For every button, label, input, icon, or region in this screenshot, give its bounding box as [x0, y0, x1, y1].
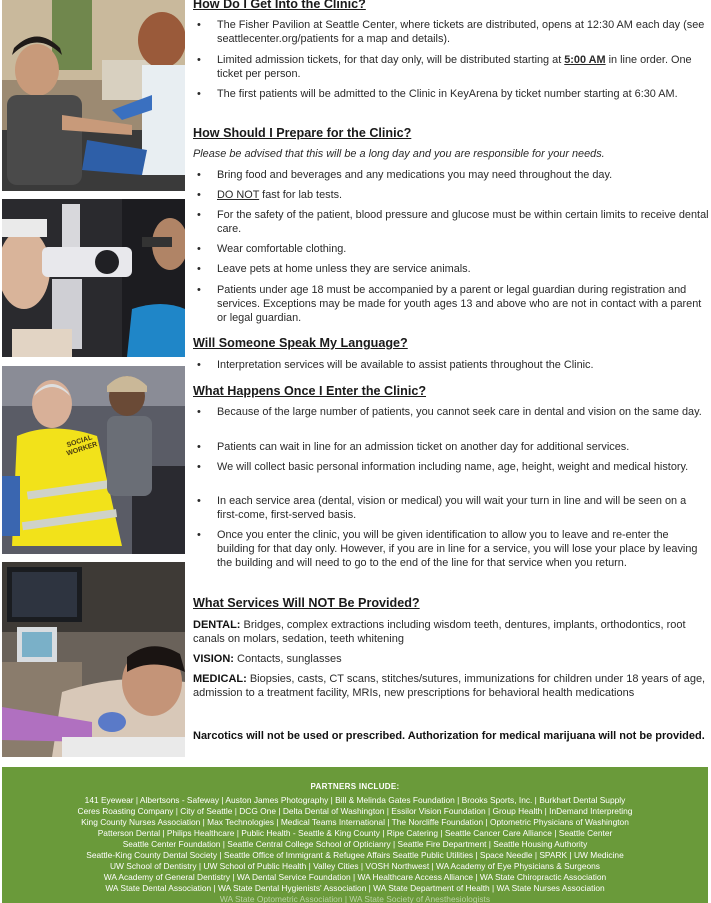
- photo-eye-exam: [2, 199, 185, 357]
- bullet-dot: •: [197, 189, 201, 201]
- bullet-dot: •: [197, 495, 201, 507]
- section-title-prepare: How Should I Prepare for the Clinic?: [193, 126, 412, 140]
- partners-line: WA State Dental Association | WA State Dental Hygienists' Association | WA State Department of Health | WA State Nurses Association: [105, 883, 605, 893]
- partners-line: King County Nurses Association | Max Technologies | Medical Teams International | The Norcliffe Foundation | Optometric Physicians of Washington: [81, 817, 629, 827]
- bullet-dot: •: [197, 284, 201, 296]
- partners-footer: [2, 767, 708, 903]
- bullet-personal-info: • We will collect basic personal information including name, age, height, weight and medical history.: [197, 461, 689, 473]
- bullet-dot: •: [197, 461, 201, 473]
- bullet-dot: •: [197, 359, 201, 371]
- service-medical: MEDICAL: Biopsies, casts, CT scans, stitches/sutures, immunizations for children under 18 years of age, admission to a treatment facility, MRIs, new prescriptions for behavioral health medications: [193, 673, 706, 699]
- bullet-tickets: • Limited admission tickets, for that day only, will be distributed starting at 5:00 AM in line order. One ticket per person.: [197, 54, 692, 80]
- ticket-time: 5:00 AM: [564, 54, 606, 66]
- partners-line: 141 Eyewear | Albertsons - Safeway | Auston James Photography | Bill & Melinda Gates Foundation | Brooks Sports, Inc. | Burkhart Dental Supply: [84, 795, 626, 805]
- partners-line-cut: WA State Optometric Association | WA State Society of Anesthesiologists: [219, 894, 491, 903]
- section-title-not-provided: What Services Will NOT Be Provided?: [193, 596, 420, 610]
- section-title-language: Will Someone Speak My Language?: [193, 336, 408, 350]
- bullet-dot: •: [197, 263, 201, 275]
- partners-line: Patterson Dental | Philips Healthcare | Public Health - Seattle & King County | Ripe Catering | Seattle Cancer Care Alliance | Seattle Center: [97, 828, 613, 838]
- bullet-pets: • Leave pets at home unless they are service animals.: [197, 263, 471, 275]
- bullet-clothing: • Wear comfortable clothing.: [197, 243, 347, 255]
- bullet-pavilion: • The Fisher Pavilion at Seattle Center, where tickets are distributed, opens at 12:30 AM each day (see seattlecenter.org/patients for a map and details).: [197, 19, 705, 45]
- prepare-note: Please be advised that this will be a long day and you are responsible for your needs.: [193, 148, 605, 160]
- bullet-fast: • DO NOT fast for lab tests.: [197, 189, 343, 201]
- bullet-under-18: • Patients under age 18 must be accompanied by a parent or legal guardian during registration and services. Exceptions may be made for youth ages 13 and above who are not in contact with a parent or legal guardian.: [197, 284, 702, 324]
- bullet-wait-line: • Patients can wait in line for an admission ticket on another day for additional services.: [197, 441, 630, 453]
- partners-line: WA Academy of General Dentistry | WA Dental Service Foundation | WA Healthcare Access Alliance | WA State Chiropractic Association: [103, 872, 607, 882]
- bullet-service-area: • In each service area (dental, vision or medical) you will wait your turn in line and will be seen on a first-come, first-served basis.: [197, 495, 687, 521]
- bullet-dot: •: [197, 209, 201, 221]
- service-dental: DENTAL: Bridges, complex extractions including wisdom teeth, dentures, implants, orthodontics, root canals on molars, sedation, teeth whitening: [193, 619, 686, 645]
- bullet-dot: •: [197, 54, 201, 66]
- photo-blood-draw: [2, 0, 185, 191]
- partners-line: Seattle Center Foundation | Seattle Central College School of Opticianry | Seattle Fire Department | Seattle Housing Authority: [122, 839, 588, 849]
- partners-line: Ceres Roasting Company | City of Seattle | DCG One | Delta Dental of Washington | Essilor Vision Foundation | Group Health | InDemand Interpreting: [77, 806, 633, 816]
- bullet-food: • Bring food and beverages and any medications you may need throughout the day.: [197, 169, 613, 181]
- narcotics-warning: Narcotics will not be used or prescribed. Authorization for medical marijuana will not be provided.: [193, 730, 705, 742]
- bullet-safety: • For the safety of the patient, blood pressure and glucose must be within certain limits to receive dental care.: [197, 209, 709, 235]
- partners-line: UW School of Dentistry | UW School of Public Health | Valley Cities | VOSH Northwest | WA Academy of Eye Physicians & Surgeons: [110, 861, 600, 871]
- photo-social-worker: [2, 366, 185, 554]
- bullet-dot: •: [197, 19, 201, 31]
- bullet-dot: •: [197, 441, 201, 453]
- service-vision: VISION: Contacts, sunglasses: [193, 653, 342, 665]
- bullet-dot: •: [197, 88, 201, 100]
- bullet-identification: • Once you enter the clinic, you will be given identification to allow you to leave and re-enter the building for that day only. However, if you are in line for a service, you will lose your place by leaving the building and will need to go to the end of the line for that service when you return.: [197, 529, 698, 569]
- bullet-interpretation: • Interpretation services will be available to assist patients throughout the Clinic.: [197, 359, 594, 371]
- bullet-dot: •: [197, 243, 201, 255]
- bullet-first-patients: • The first patients will be admitted to the Clinic in KeyArena by ticket number starting at 6:30 AM.: [197, 88, 678, 100]
- partners-line: Seattle-King County Dental Society | Seattle Office of Immigrant & Refugee Affairs Seattle Public Utilities | Space Needle | SPARK | UW Medicine: [86, 850, 624, 860]
- bullet-same-day: • Because of the large number of patients, you cannot seek care in dental and vision on the same day.: [197, 406, 702, 418]
- photo-ultrasound: [2, 562, 185, 757]
- partners-title: PARTNERS INCLUDE:: [310, 782, 400, 791]
- bullet-dot: •: [197, 169, 201, 181]
- bullet-dot: •: [197, 406, 201, 418]
- vest-text: SOCIAL WORKER: [65, 434, 99, 458]
- section-title-get-into-clinic: How Do I Get Into the Clinic?: [193, 0, 366, 11]
- section-title-enter-clinic: What Happens Once I Enter the Clinic?: [193, 384, 427, 398]
- bullet-dot: •: [197, 529, 201, 541]
